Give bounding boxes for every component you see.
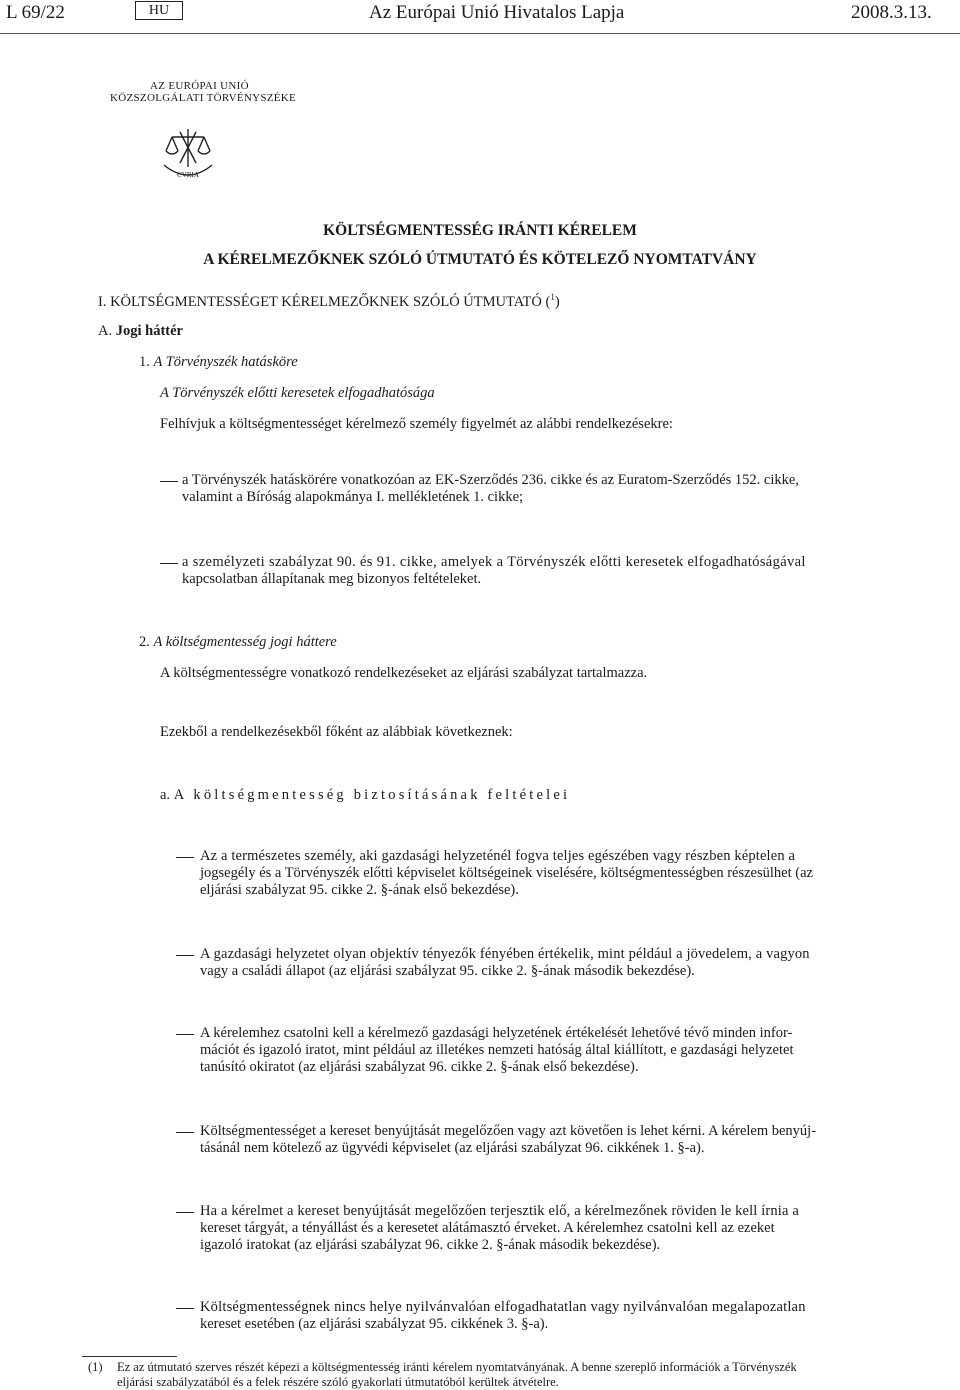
list-item: A gazdasági helyzetet olyan objektív tényezők fényében értékelik, mint például a jövedelem, a vagyon vagy a családi állapot (az eljárási szabályzat 95. cikke 2. §-ának második bekezdése). bbox=[176, 946, 862, 986]
list-item: a Törvényszék hatáskörére vonatkozóan az EK-Szerződés 236. cikke és az Euratom-Szerződés 152. cikke, valamint a Bíróság alapokmánya I. mellékletének 1. cikke; bbox=[160, 472, 862, 512]
section-i-heading: I. KÖLTSÉGMENTESSÉGET KÉRELMEZŐKNEK SZÓLÓ ÚTMUTATÓ ($^1$) bbox=[98, 292, 560, 310]
dash-bullet bbox=[176, 1132, 194, 1133]
list-item: Ha a kérelmet a kereset benyújtását megelőzően terjesztik elő, a kérelmezőnek röviden le kell írnia a kereset tárgyát, a tényállást és a keresetet alátámasztó érveket. A kérelemhez csatolni kell az ezeket igazoló iratokat (az eljárási szabályzat 96. cikke 2. §-ának második bekezdése). bbox=[176, 1203, 862, 1259]
main-subtitle: A KÉRELMEZŐKNEK SZÓLÓ ÚTMUTATÓ ÉS KÖTELEZŐ NYOMTATVÁNY bbox=[203, 251, 757, 268]
dash-bullet bbox=[176, 857, 194, 858]
logo-line-1: AZ EURÓPAI UNIÓ bbox=[150, 80, 249, 92]
point-1-heading: 1. A Törvényszék hatásköre bbox=[139, 354, 298, 370]
list-item: Költségmentességnek nincs helye nyilvánvalóan elfogadhatatlan vagy nyilvánvalóan megalapozatlan kereset esetében (az eljárási szabályzat 95. cikkének 3. §-a). bbox=[176, 1299, 862, 1339]
point-1-intro: Felhívjuk a költségmentességet kérelmező személy figyelmét az alábbi rendelkezésekre: bbox=[160, 416, 673, 432]
curia-emblem-icon bbox=[160, 125, 216, 187]
footnote-marker: (1) bbox=[88, 1360, 103, 1374]
footnote-line-1: Ez az útmutató szerves részét képezi a költségmentesség iránti kérelem nyomtatványának. A benne szereplő információk a Törvényszék bbox=[117, 1360, 797, 1374]
list-item: Költségmentességet a kereset benyújtását megelőzően vagy azt követően is lehet kérni. A kérelem benyúj- tásánál nem kötelező az ügyvédi képviselet (az eljárási szabályzat 96. cikkének 1. §-a). bbox=[176, 1123, 862, 1163]
list-item: a személyzeti szabályzat 90. és 91. cikke, amelyek a Törvényszék előtti keresetek elfogadhatóságával kapcsolatban állapítanak meg bizonyos feltételeket. bbox=[160, 554, 862, 594]
section-a-heading: A. Jogi háttér bbox=[98, 323, 183, 339]
header-divider bbox=[0, 33, 960, 34]
dash-bullet bbox=[176, 955, 194, 956]
point-2-paragraph-2: Ezekből a rendelkezésekből főként az alábbiak következnek: bbox=[160, 724, 513, 740]
emblem-text: CVRIA bbox=[177, 171, 199, 179]
main-title: KÖLTSÉGMENTESSÉG IRÁNTI KÉRELEM bbox=[323, 222, 637, 239]
point-2-heading: 2. A költségmentesség jogi háttere bbox=[139, 634, 337, 650]
footnote-divider bbox=[82, 1356, 177, 1357]
dash-bullet bbox=[160, 563, 178, 564]
list-item: A kérelemhez csatolni kell a kérelmező gazdasági helyzetének értékelését lehetővé tévő minden infor- mációt és igazoló iratot, mint például az illetékes nemzeti hatóság által kiállított, e gazdasági helyzetet tanúsító okiratot (az eljárási szabályzat 96. cikke 2. §-ának első bekezdése). bbox=[176, 1025, 862, 1081]
journal-title: Az Európai Unió Hivatalos Lapja bbox=[369, 2, 625, 23]
sub-a-heading: a. A költségmentesség biztosításának feltételei bbox=[160, 787, 571, 803]
language-code-box: HU bbox=[135, 1, 183, 20]
list-item: Az a természetes személy, aki gazdasági helyzeténél fogva teljes egészében vagy részben képtelen a jogsegély és a Törvényszék előtti képviselet költségeinek viselésére, költségmentességben részesülhet (az eljárási szabályzat 95. cikke 2. §-ának első bekezdése). bbox=[176, 848, 862, 904]
publication-date: 2008.3.13. bbox=[851, 2, 932, 23]
dash-bullet bbox=[176, 1212, 194, 1213]
dash-bullet bbox=[176, 1034, 194, 1035]
dash-bullet bbox=[160, 481, 178, 482]
logo-line-2: KÖZSZOLGÁLATI TÖRVÉNYSZÉKE bbox=[110, 92, 297, 104]
footnote-line-2: eljárási szabályzatából és a felek részére szóló gyakorlati útmutatóból kerültek átvételre. bbox=[117, 1375, 559, 1389]
page-reference: L 69/22 bbox=[6, 2, 65, 23]
point-1-subtitle: A Törvényszék előtti keresetek elfogadhatósága bbox=[160, 385, 435, 401]
dash-bullet bbox=[176, 1308, 194, 1309]
footnote-ref: 1 bbox=[550, 292, 555, 302]
point-2-paragraph-1: A költségmentességre vonatkozó rendelkezéseket az eljárási szabályzat tartalmazza. bbox=[160, 665, 648, 681]
